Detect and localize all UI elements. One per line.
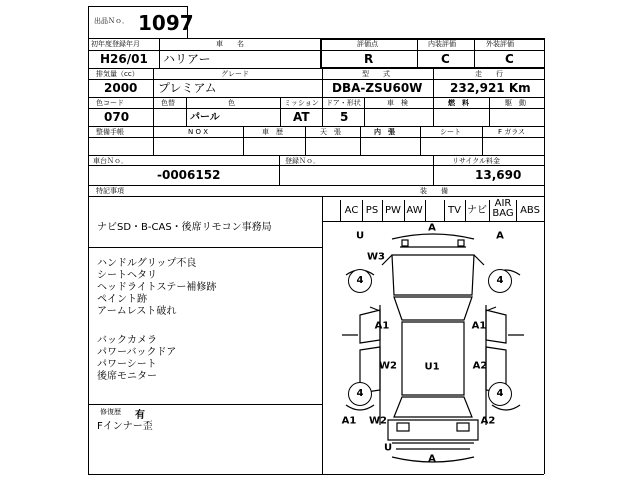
col-line <box>186 97 187 126</box>
car-damage-diagram <box>322 222 544 474</box>
col-line <box>417 38 418 68</box>
mark-rear-left-1: A1 <box>341 415 357 427</box>
headlight-left <box>402 240 408 246</box>
color-label: 色 <box>228 99 235 107</box>
transmission-label: ミッション <box>284 99 319 107</box>
inspection-label: 車 検 <box>387 99 408 107</box>
col-line <box>279 155 280 185</box>
score-box-left <box>320 38 322 68</box>
model-label: 型 式 <box>362 70 390 78</box>
tire-rear-left: 4 <box>348 382 372 406</box>
manual-label: 整備手帳 <box>96 128 124 136</box>
lot-number: 1097 <box>138 11 194 35</box>
equip-airbag: AIR BAG <box>492 198 514 219</box>
seat-label: シート <box>440 128 461 136</box>
rear-window <box>394 397 472 417</box>
arch-rr <box>492 405 520 410</box>
equip-pw: PW <box>385 205 401 216</box>
notes-line <box>88 404 322 405</box>
col-line <box>482 126 483 155</box>
row-line <box>88 50 544 51</box>
roof-outline <box>402 322 464 395</box>
notes-label: 特記事項 <box>96 187 124 195</box>
notes-item: パワーシート <box>97 359 157 370</box>
notes-item: パワーバックドア <box>97 347 177 358</box>
notes-group-a <box>97 258 216 318</box>
mark-side-left: A1 <box>374 320 390 332</box>
equipment-label: 装 備 <box>420 187 448 195</box>
rear-bumper <box>392 443 474 449</box>
equip-navi: ナビ <box>467 205 487 216</box>
frame-bottom <box>88 474 544 475</box>
notes-item: アームレスト破れ <box>97 306 177 317</box>
color-code-value: 070 <box>104 110 130 124</box>
recycle-label: リサイクル料金 <box>452 157 501 165</box>
col-line <box>420 126 421 155</box>
taillight-right <box>457 423 469 431</box>
chassis-label: 車台Ｎｏ． <box>93 157 128 165</box>
color-code-label: 色コード <box>96 99 124 107</box>
equip-ac: AC <box>344 205 359 216</box>
displacement-label: 排気量（cc） <box>96 70 139 78</box>
interior-trim-label: 内 張 <box>374 128 395 136</box>
displacement-value: 2000 <box>104 81 138 95</box>
row-line <box>88 155 544 156</box>
mark-rear-right: A2 <box>480 415 496 427</box>
registration-label: 登録Ｎｏ． <box>285 157 320 165</box>
equip-aw: AW <box>406 205 423 216</box>
right-front-panel <box>486 310 506 343</box>
car-name-value: ハリアー <box>163 52 211 66</box>
fuel-label: 燃 料 <box>448 99 469 107</box>
equip-cell-line <box>425 200 426 221</box>
reg-date-label: 初年度登録年月 <box>91 40 140 48</box>
lot-label: 出品Ｎｏ． <box>94 17 129 25</box>
color-value: パール <box>190 112 220 123</box>
col-line <box>364 97 365 126</box>
recycle-value: 13,690 <box>475 168 522 182</box>
col-line <box>433 155 434 185</box>
mark-rear-a: A <box>428 453 436 465</box>
mark-w3: W3 <box>367 251 385 263</box>
hood-outline <box>392 255 474 295</box>
notes-group-b <box>97 335 176 383</box>
tire-front-right: 4 <box>488 269 512 293</box>
row-line <box>88 97 544 98</box>
col-line <box>322 97 323 126</box>
score-label: 評価点 <box>357 40 378 48</box>
fender-lines <box>382 255 484 265</box>
car-name-label: 車 名 <box>216 40 244 48</box>
lot-box-top <box>88 6 187 7</box>
col-line <box>153 126 154 155</box>
mark-side-right: A1 <box>471 320 487 332</box>
fglass-label: F ガラス <box>498 128 526 136</box>
transmission-value: AT <box>293 110 310 124</box>
notes-item: ヘッドライトステー補修跡 <box>97 282 217 293</box>
front-bumper-line <box>392 234 474 239</box>
doors-value: 5 <box>340 110 349 124</box>
notes-item: ペイント跡 <box>97 294 147 305</box>
color-change-label: 色替 <box>161 99 175 107</box>
col-line <box>433 68 434 97</box>
col-line <box>153 97 154 126</box>
grade-label: グレード <box>221 70 249 78</box>
row-line <box>88 196 544 197</box>
tire-front-left: 4 <box>348 269 372 293</box>
row-line <box>88 126 544 127</box>
equip-ps: PS <box>365 205 379 216</box>
mark-door-left: W2 <box>379 360 397 372</box>
interior-score-label: 内装評価 <box>428 40 456 48</box>
row-line <box>88 137 544 138</box>
exterior-score-value: C <box>505 52 514 66</box>
drive-label: 駆 動 <box>505 99 526 107</box>
ceiling-label: 天 張 <box>320 128 341 136</box>
tire-rear-right: 4 <box>488 382 512 406</box>
mileage-label: 走 行 <box>475 70 503 78</box>
row-line <box>88 108 544 109</box>
frame-left <box>88 38 89 474</box>
col-line <box>360 126 361 155</box>
taillight-left <box>397 423 409 431</box>
grade-value: プレミアム <box>158 81 217 95</box>
history-label: 車 歴 <box>262 128 283 136</box>
nox-label: N O X <box>188 128 208 136</box>
interior-score-value: C <box>441 52 450 66</box>
repair-history-value: 有 <box>135 410 145 421</box>
mark-rear-u: U <box>383 442 393 454</box>
repair-history-label: 修復歴 <box>100 408 121 416</box>
doors-label: ドア・形状 <box>326 99 361 107</box>
model-value: DBA-ZSU60W <box>332 81 423 95</box>
col-line <box>322 68 323 97</box>
mark-front-left: U <box>355 230 365 242</box>
repair-note: Fインナー歪 <box>97 421 153 432</box>
col-line <box>159 38 160 68</box>
exterior-score-label: 外装評価 <box>486 40 514 48</box>
equip-tv: TV <box>448 205 461 216</box>
lot-box-left <box>88 6 89 38</box>
headlight-right <box>458 240 464 246</box>
row-line <box>88 79 544 80</box>
score-value: R <box>364 52 374 66</box>
mark-roof: U1 <box>424 361 440 373</box>
col-line <box>243 126 244 155</box>
chassis-value: -0006152 <box>157 168 221 182</box>
notes-line-1: ナビSD・B-CAS・後席リモコン事務局 <box>97 222 272 233</box>
windshield <box>394 297 472 320</box>
row-line <box>88 185 544 186</box>
notes-item: バックカメラ <box>97 335 157 346</box>
col-line <box>305 126 306 155</box>
col-line <box>153 68 154 97</box>
mileage-value: 232,921 Km <box>450 81 531 95</box>
notes-item: シートヘタリ <box>97 270 157 281</box>
col-line <box>433 97 434 126</box>
mark-rear-left-2: W2 <box>369 415 387 427</box>
notes-item: 後席モニター <box>97 371 157 382</box>
frame-right <box>544 38 545 474</box>
notes-line <box>88 247 322 248</box>
notes-item: ハンドルグリップ不良 <box>97 258 197 269</box>
col-line <box>489 97 490 126</box>
mark-door-right: A2 <box>472 360 488 372</box>
col-line <box>474 38 475 68</box>
equip-abs: ABS <box>520 205 540 216</box>
mirrors <box>370 307 496 311</box>
mark-front-right: A <box>496 230 504 242</box>
mark-front-mid: A <box>428 222 436 234</box>
score-box-bottom <box>320 67 544 69</box>
reg-date-value: H26/01 <box>100 52 148 66</box>
col-line <box>280 97 281 126</box>
